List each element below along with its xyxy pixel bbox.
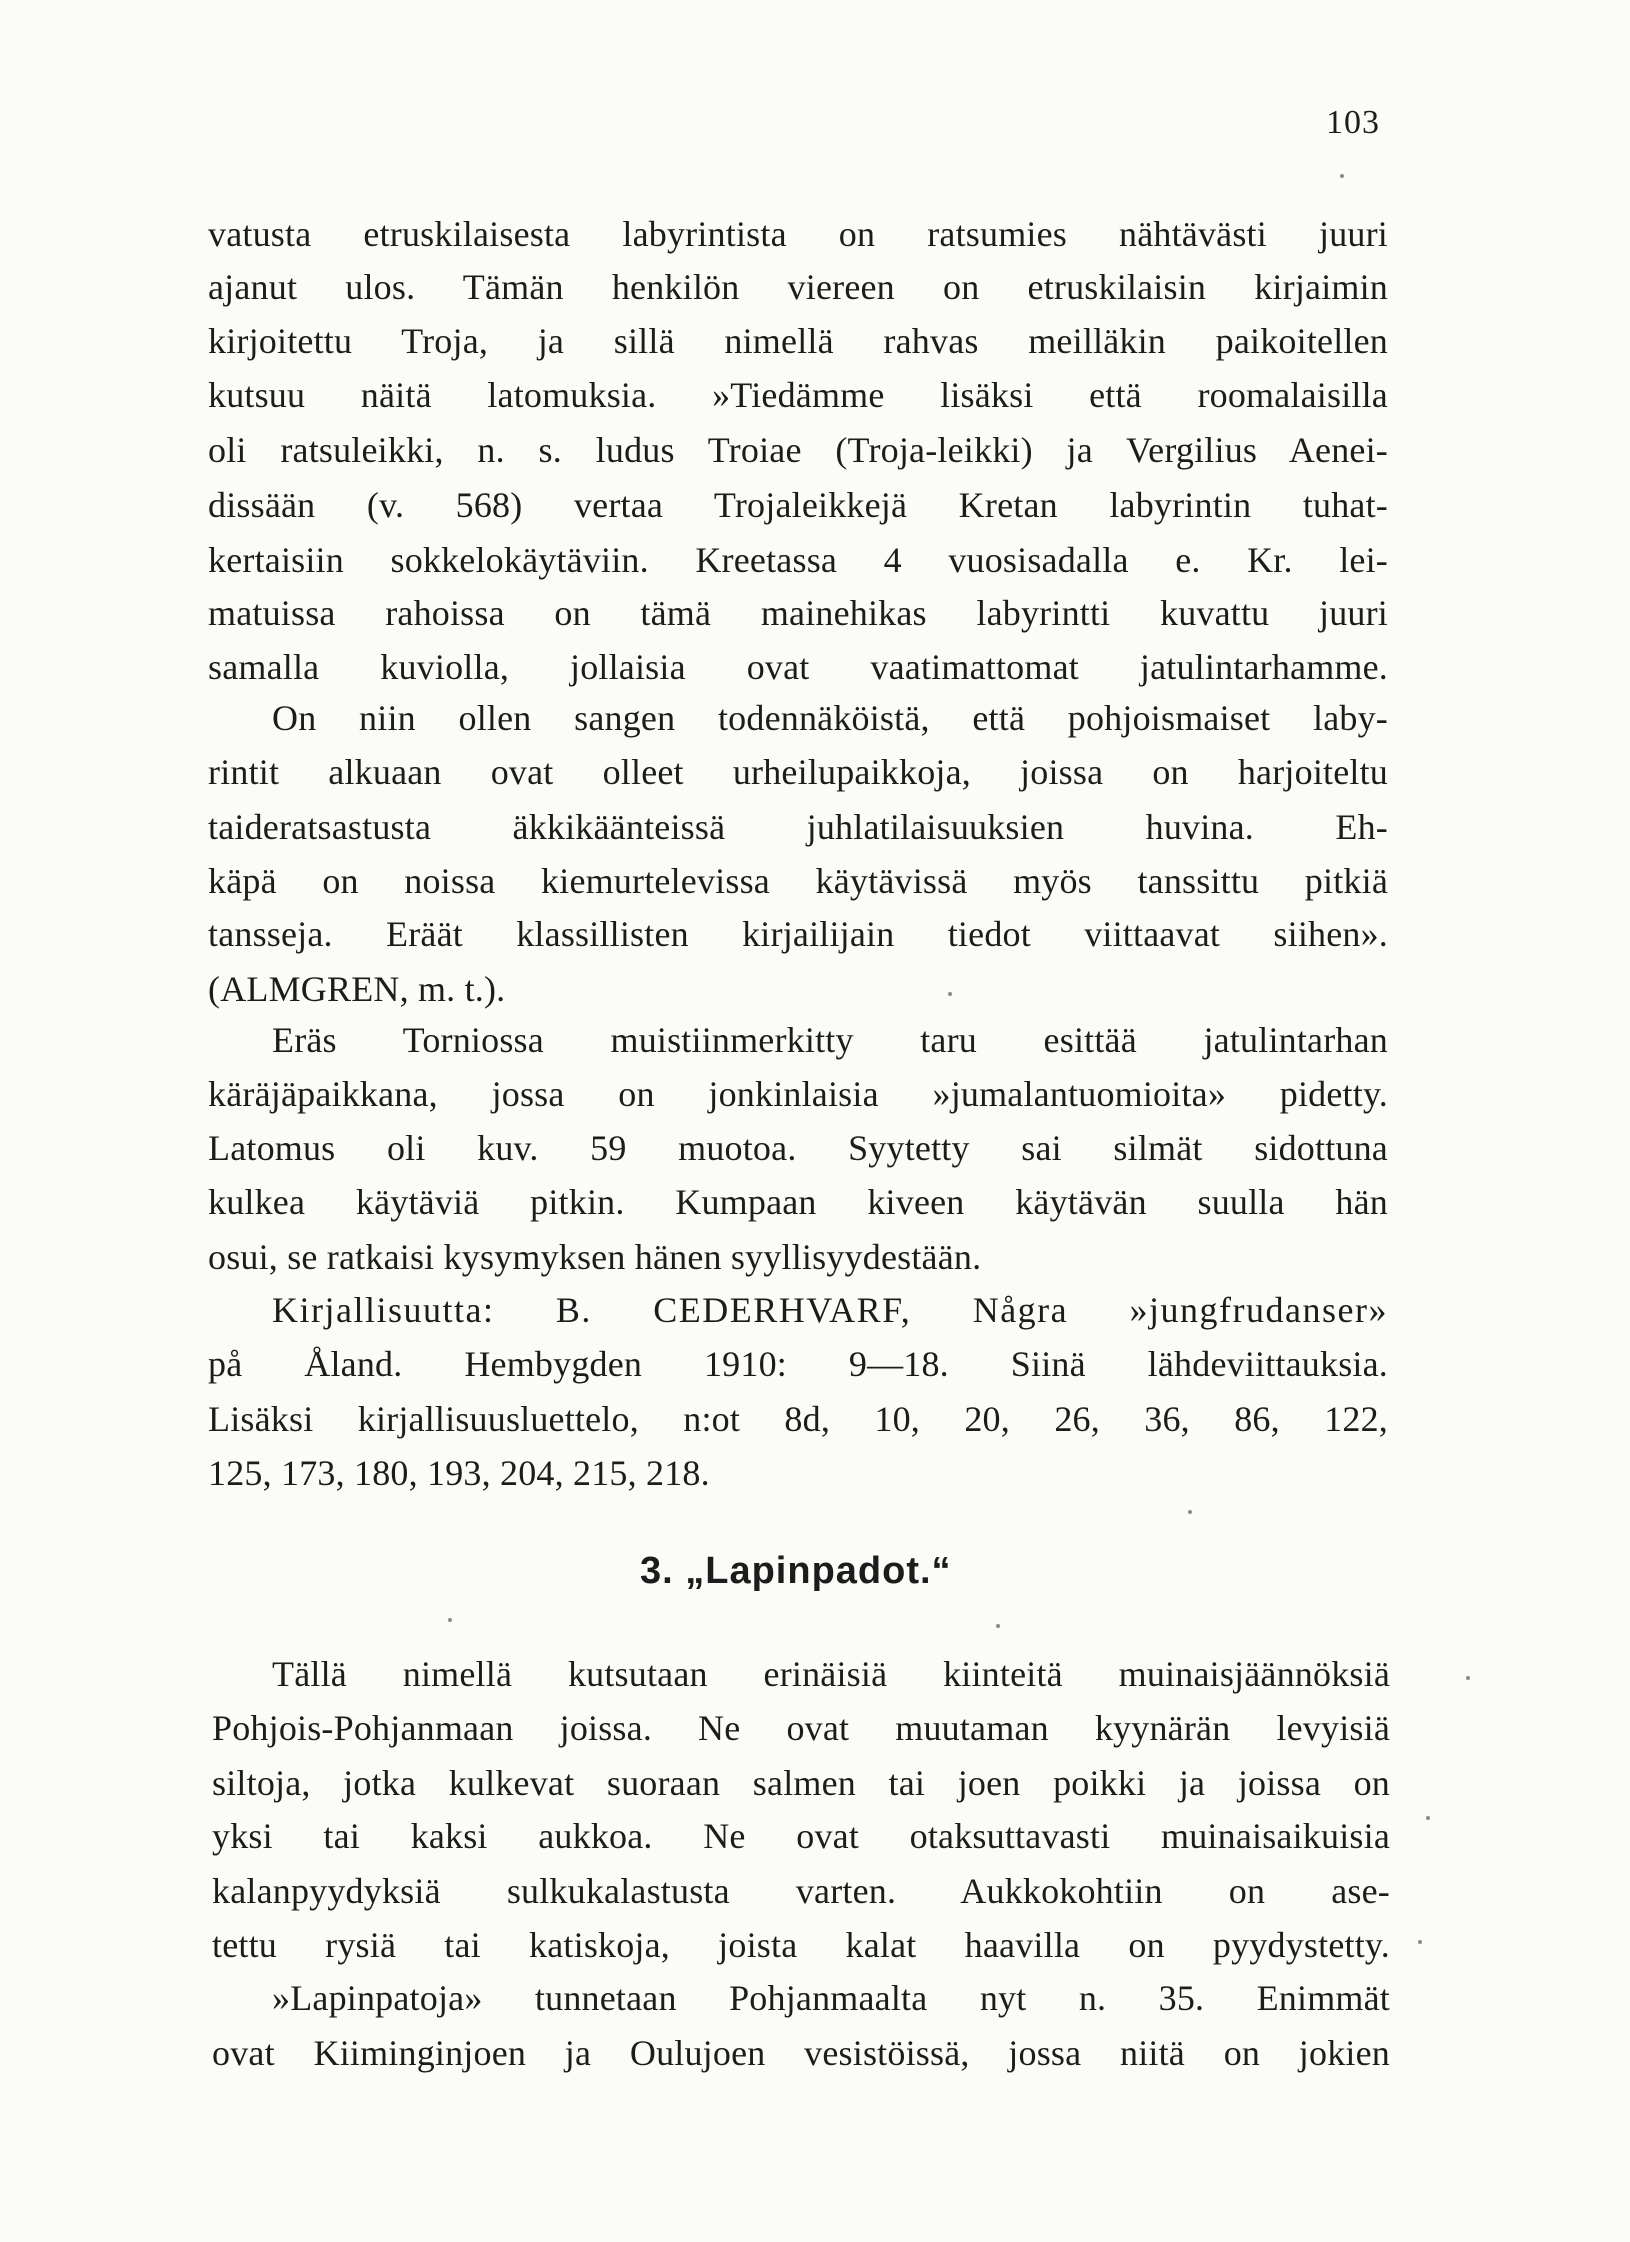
section-heading: 3. „Lapinpadot.“ (640, 1550, 952, 1592)
print-speck (1466, 1676, 1470, 1680)
text-line: Latomus oli kuv. 59 muotoa. Syytetty sai silmät sidottuna (208, 1128, 1388, 1168)
text-line: tettu rysiä tai katiskoja, joista kalat haavilla on pyydystetty. (212, 1925, 1390, 1965)
print-speck (996, 1624, 1000, 1628)
text-line: kulkea käytäviä pitkin. Kumpaan kiveen käytävän suulla hän (208, 1182, 1388, 1222)
text-line: käräjäpaikkana, jossa on jonkinlaisia »jumalantuomioita» pidetty. (208, 1074, 1388, 1114)
text-line: rintit alkuaan ovat olleet urheilupaikkoja, joissa on harjoiteltu (208, 752, 1388, 792)
text-line: taideratsastusta äkkikäänteissä juhlatilaisuuksien huvina. Eh- (208, 807, 1388, 847)
print-speck (448, 1618, 452, 1622)
text-line: kutsuu näitä latomuksia. »Tiedämme lisäksi että roomalaisilla (208, 375, 1388, 415)
print-speck (948, 992, 952, 996)
text-line: Eräs Torniossa muistiinmerkitty taru esittää jatulintarhan (272, 1020, 1388, 1060)
text-line: 125, 173, 180, 193, 204, 215, 218. (208, 1453, 710, 1493)
text-line: ovat Kiiminginjoen ja Oulujoen vesistöissä, jossa niitä on jokien (212, 2033, 1390, 2073)
text-line: dissään (v. 568) vertaa Trojaleikkejä Kretan labyrintin tuhat- (208, 485, 1388, 525)
print-speck (1340, 174, 1344, 178)
print-speck (1426, 1816, 1430, 1820)
text-line: på Åland. Hembygden 1910: 9—18. Siinä lähdeviittauksia. (208, 1344, 1388, 1384)
text-line: Tällä nimellä kutsutaan erinäisiä kiinteitä muinaisjäännöksiä (272, 1654, 1390, 1694)
text-line: Kirjallisuutta: B. CEDERHVARF, Några »jungfrudanser» (272, 1290, 1388, 1330)
print-speck (1418, 1940, 1422, 1944)
text-line: On niin ollen sangen todennäköistä, että pohjoismaiset laby- (272, 698, 1388, 738)
text-line: kertaisiin sokkelokäytäviin. Kreetassa 4 vuosisadalla e. Kr. lei- (208, 540, 1388, 580)
text-line: ajanut ulos. Tämän henkilön viereen on etruskilaisin kirjaimin (208, 267, 1388, 307)
page-number: 103 (1326, 104, 1380, 141)
text-line: oli ratsuleikki, n. s. ludus Troiae (Troja-leikki) ja Vergilius Aenei- (208, 430, 1388, 470)
text-line: yksi tai kaksi aukkoa. Ne ovat otaksuttavasti muinaisaikuisia (212, 1816, 1390, 1856)
text-line: Lisäksi kirjallisuusluettelo, n:ot 8d, 10, 20, 26, 36, 86, 122, (208, 1399, 1388, 1439)
text-line: samalla kuviolla, jollaisia ovat vaatimattomat jatulintarhamme. (208, 647, 1388, 687)
text-line: tansseja. Eräät klassillisten kirjailijain tiedot viittaavat siihen». (208, 914, 1388, 954)
text-line: siltoja, jotka kulkevat suoraan salmen tai joen poikki ja joissa on (212, 1763, 1390, 1803)
text-line: (ALMGREN, m. t.). (208, 969, 506, 1009)
text-line: Pohjois-Pohjanmaan joissa. Ne ovat muutaman kyynärän levyisiä (212, 1708, 1390, 1748)
text-line: käpä on noissa kiemurtelevissa käytävissä myös tanssittu pitkiä (208, 861, 1388, 901)
text-line: osui, se ratkaisi kysymyksen hänen syyllisyydestään. (208, 1237, 982, 1277)
text-line: »Lapinpatoja» tunnetaan Pohjanmaalta nyt n. 35. Enimmät (272, 1978, 1390, 2018)
text-line: kalanpyydyksiä sulkukalastusta varten. Aukkokohtiin on ase- (212, 1871, 1390, 1911)
text-line: kirjoitettu Troja, ja sillä nimellä rahvas meilläkin paikoitellen (208, 321, 1388, 361)
text-line: matuissa rahoissa on tämä mainehikas labyrintti kuvattu juuri (208, 593, 1388, 633)
print-speck (1188, 1510, 1192, 1514)
text-line: vatusta etruskilaisesta labyrintista on ratsumies nähtävästi juuri (208, 214, 1388, 254)
